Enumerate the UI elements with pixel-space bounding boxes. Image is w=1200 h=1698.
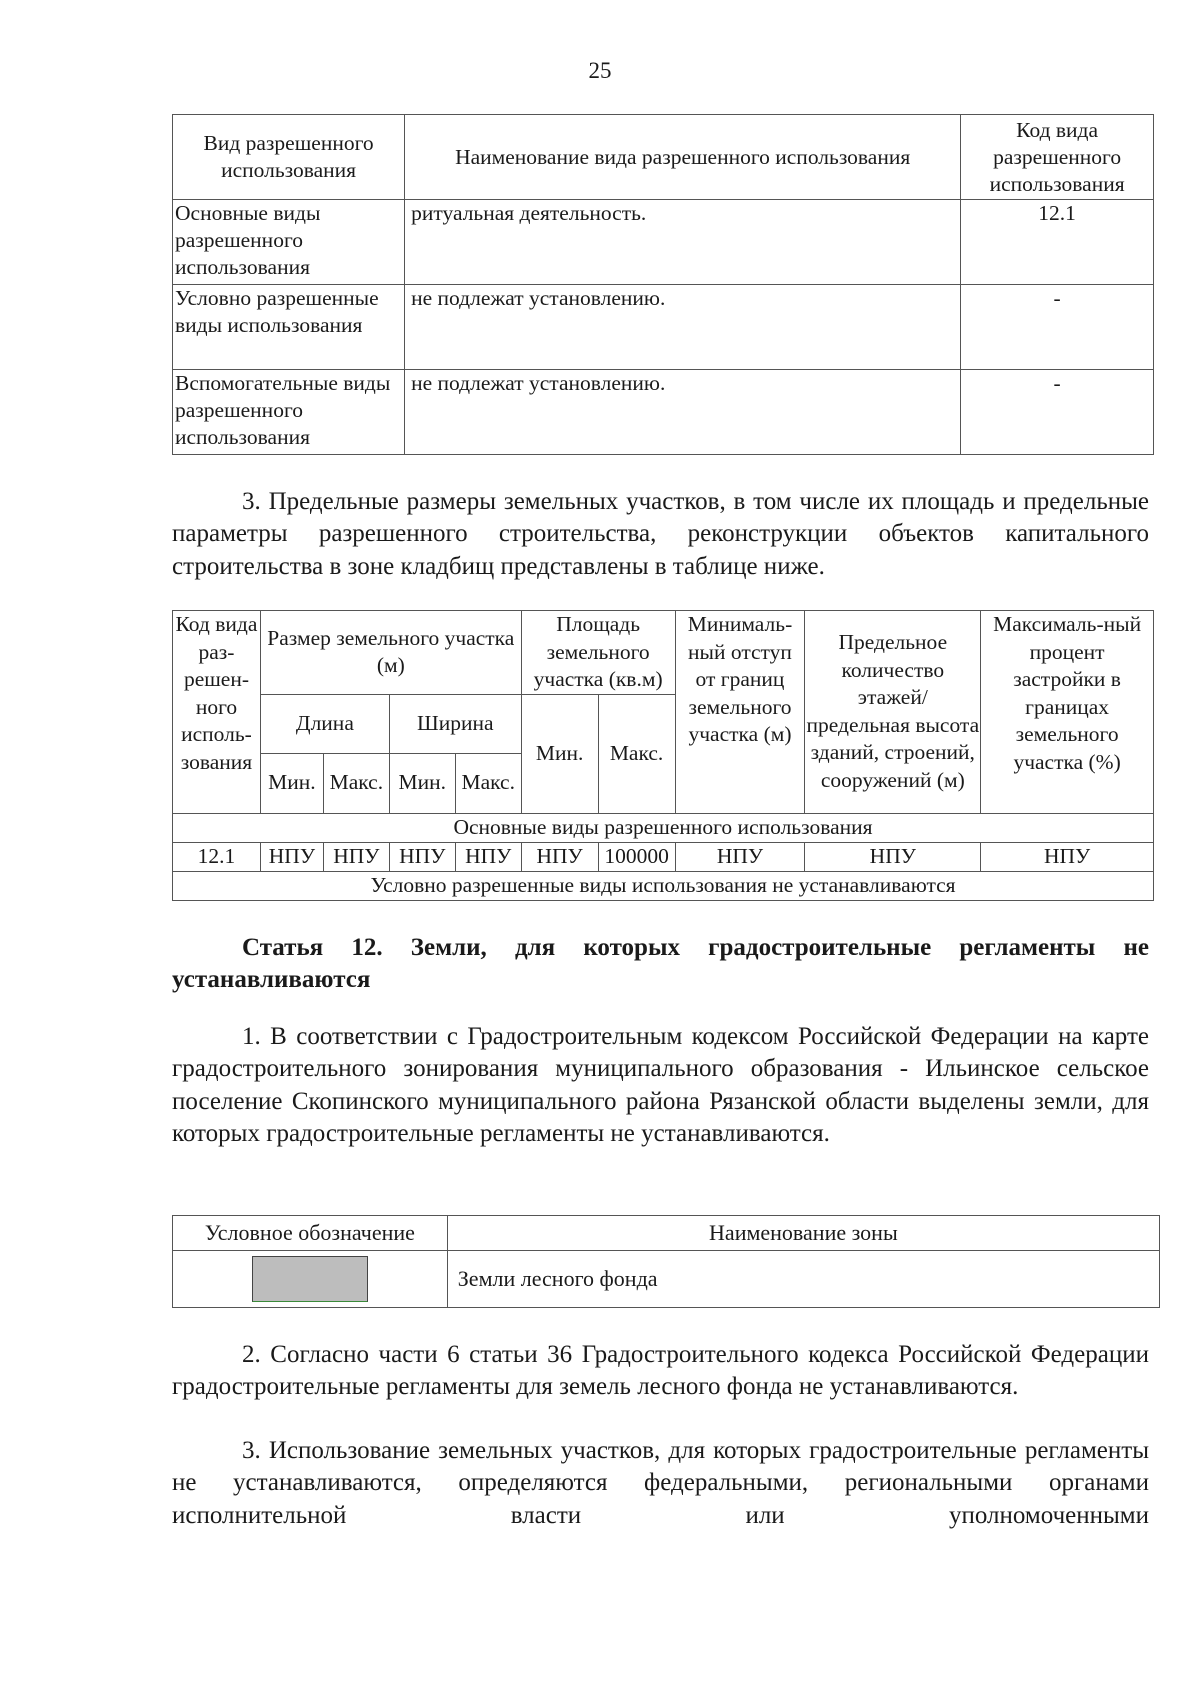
table-row [173, 285, 1154, 370]
use-name-cell: не подлежат установлению. [405, 370, 961, 455]
paragraph-2-forest: 2. Согласно части 6 статьи 36 Градостроительного кодекса Российской Федерации градостроительные регламенты для земель лесного фонда не устанавливаются. [172, 1341, 1149, 1401]
header-length: Длина [260, 694, 389, 753]
section-conditional-uses: Условно разрешенные виды использования не устанавливаются [173, 871, 1154, 900]
page-number: 25 [588, 58, 612, 83]
header-use-name: Наименование вида разрешенного использования [405, 115, 961, 200]
param-cell: НПУ [981, 842, 1154, 871]
header-plot-size: Размер земельного участка (м) [260, 611, 521, 695]
param-cell: 12.1 [173, 842, 261, 871]
table-row [173, 200, 1154, 285]
paragraph-3-usage: 3. Использование земельных участков, для которых градостроительные регламенты не устанавливаются, определяются федеральными, региональными органами исполнительной власти или уполномоченными [172, 1437, 1149, 1529]
param-cell: НПУ [805, 842, 981, 871]
header-use-code: Код вида разрешенного использования [961, 115, 1154, 200]
use-code-cell: 12.1 [961, 200, 1154, 285]
forest-land-swatch [252, 1256, 368, 1302]
header-max-percent: Максималь-ный процент застройки в границах земельного участка (%) [981, 611, 1154, 814]
paragraph-3-limits: 3. Предельные размеры земельных участков, в том числе их площадь и предельные параметры разрешенного строительства, реконструкции объектов капитального строительства в зоне кладбищ представлены в таблице ниже. [172, 488, 1149, 580]
permitted-use-table [172, 114, 1154, 455]
header-area-min: Мин. [521, 694, 598, 813]
use-code-cell: - [961, 285, 1154, 370]
header-width-max: Макс. [455, 753, 521, 813]
use-code-cell: - [961, 370, 1154, 455]
header-length-max: Макс. [323, 753, 389, 813]
header-zone-name: Наименование зоны [447, 1216, 1159, 1251]
param-cell: НПУ [323, 842, 389, 871]
header-area-max: Макс. [598, 694, 675, 813]
header-min-offset: Минималь-ный отступ от границ земельного участка (м) [675, 611, 805, 814]
header-width-min: Мин. [389, 753, 455, 813]
use-type-cell: Условно разрешенные виды использования [173, 285, 405, 370]
zone-legend-table [172, 1215, 1160, 1308]
header-max-floors: Предельное количество этажей/ предельная высота зданий, строений, сооружений (м) [805, 611, 981, 814]
header-symbol: Условное обозначение [173, 1216, 448, 1251]
article-12-heading: Статья 12. Земли, для которых градостроительные регламенты не устанавливаются [172, 934, 1149, 993]
param-cell: НПУ [389, 842, 455, 871]
use-name-cell: ритуальная деятельность. [405, 200, 961, 285]
paragraph-1-zoning: 1. В соответствии с Градостроительным кодексом Российской Федерации на карте градостроительного зонирования муниципального образования - Ильинское сельское поселение Скопинского муниципального района Рязанской области выделены земли, для которых градостроительные регламенты не устанавливаются. [172, 1023, 1149, 1147]
table-row [173, 370, 1154, 455]
header-length-min: Мин. [260, 753, 323, 813]
param-cell: НПУ [521, 842, 598, 871]
symbol-cell [173, 1251, 448, 1308]
param-cell: НПУ [260, 842, 323, 871]
table-header-row [173, 115, 1154, 200]
use-type-cell: Основные виды разрешенного использования [173, 200, 405, 285]
section-main-uses: Основные виды разрешенного использования [173, 813, 1154, 842]
header-code: Код вида раз-решен-ного исполь-зования [173, 611, 261, 814]
parameters-table [172, 610, 1154, 901]
use-name-cell: не подлежат установлению. [405, 285, 961, 370]
use-type-cell: Вспомогательные виды разрешенного использования [173, 370, 405, 455]
param-cell: 100000 [598, 842, 675, 871]
param-cell: НПУ [675, 842, 805, 871]
zone-name-cell: Земли лесного фонда [447, 1251, 1159, 1308]
param-cell: НПУ [455, 842, 521, 871]
table-row [173, 1251, 1160, 1308]
header-plot-area: Площадь земельного участка (кв.м) [521, 611, 675, 695]
header-use-type: Вид разрешенного использования [173, 115, 405, 200]
table-row [173, 842, 1154, 871]
header-width: Ширина [389, 694, 521, 753]
